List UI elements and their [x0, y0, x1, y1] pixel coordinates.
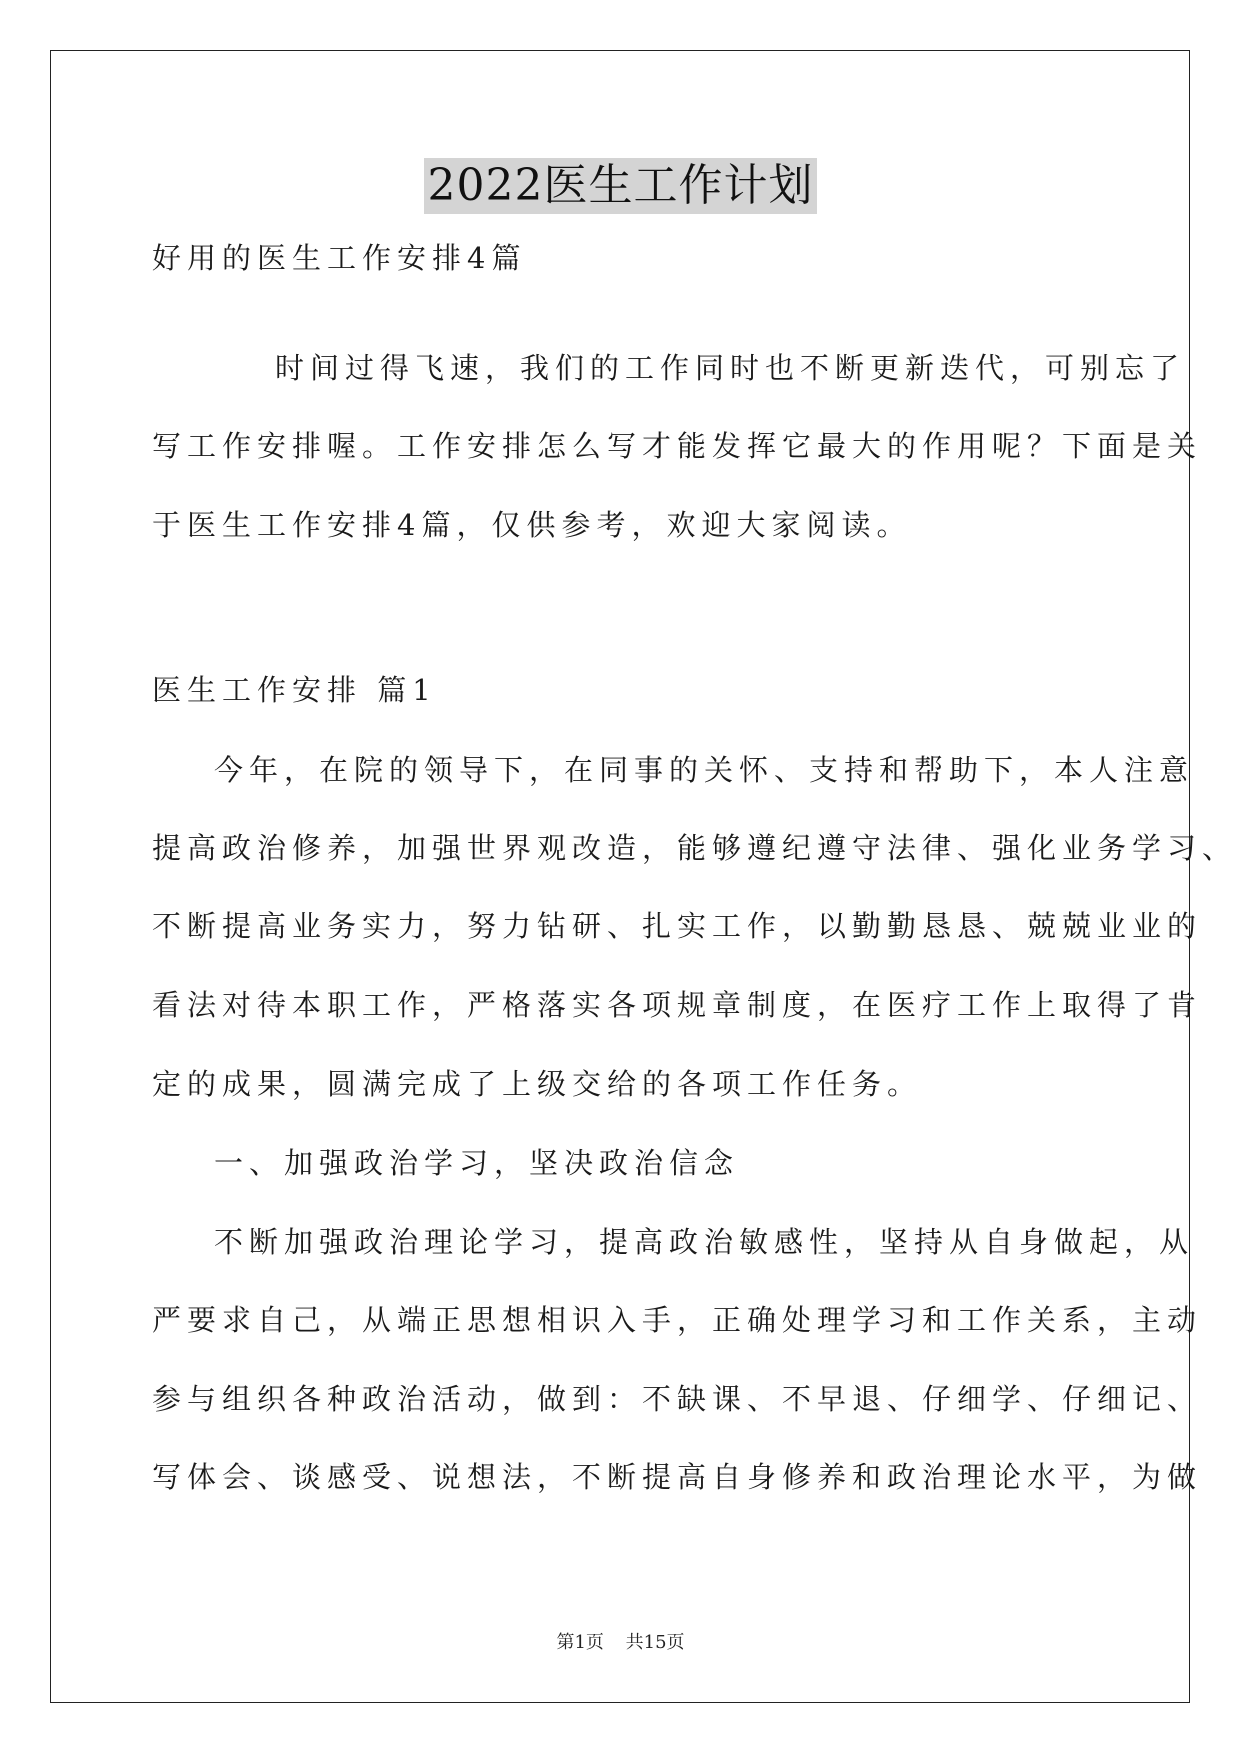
body-line: 参与组织各种政治活动，做到：不缺课、不早退、仔细学、仔细记、	[152, 1382, 1203, 1416]
body-line: 看法对待本职工作，严格落实各项规章制度，在医疗工作上取得了肯	[152, 988, 1203, 1022]
section-heading: 医生工作安排 篇1	[152, 673, 437, 707]
subsection-heading: 一、加强政治学习，坚决政治信念	[214, 1146, 740, 1180]
body-line: 写工作安排喔。工作安排怎么写才能发挥它最大的作用呢？下面是关	[152, 429, 1203, 463]
title-container	[0, 158, 1241, 214]
page-border	[50, 50, 1190, 1703]
body-line: 于医生工作安排4篇，仅供参考，欢迎大家阅读。	[152, 508, 912, 542]
body-line: 今年，在院的领导下，在同事的关怀、支持和帮助下，本人注意	[214, 753, 1195, 787]
body-line: 不断加强政治理论学习，提高政治敏感性，坚持从自身做起，从	[214, 1225, 1195, 1259]
body-line: 不断提高业务实力，努力钻研、扎实工作，以勤勤恳恳、兢兢业业的	[152, 909, 1203, 943]
document-title: 2022医生工作计划	[424, 158, 818, 214]
body-line: 时间过得飞速，我们的工作同时也不断更新迭代，可别忘了	[275, 351, 1186, 385]
body-line: 严要求自己，从端正思想相识入手，正确处理学习和工作关系，主动	[152, 1303, 1203, 1337]
page-number: 第1页	[556, 1632, 604, 1653]
page-footer	[0, 1628, 1241, 1654]
body-line: 定的成果，圆满完成了上级交给的各项工作任务。	[152, 1067, 923, 1101]
body-line: 提高政治修养，加强世界观改造，能够遵纪遵守法律、强化业务学习、	[152, 831, 1238, 865]
body-line: 写体会、谈感受、说想法，不断提高自身修养和政治理论水平，为做	[152, 1460, 1203, 1494]
page-total: 共15页	[625, 1632, 685, 1653]
subtitle-line: 好用的医生工作安排4篇	[152, 241, 527, 275]
